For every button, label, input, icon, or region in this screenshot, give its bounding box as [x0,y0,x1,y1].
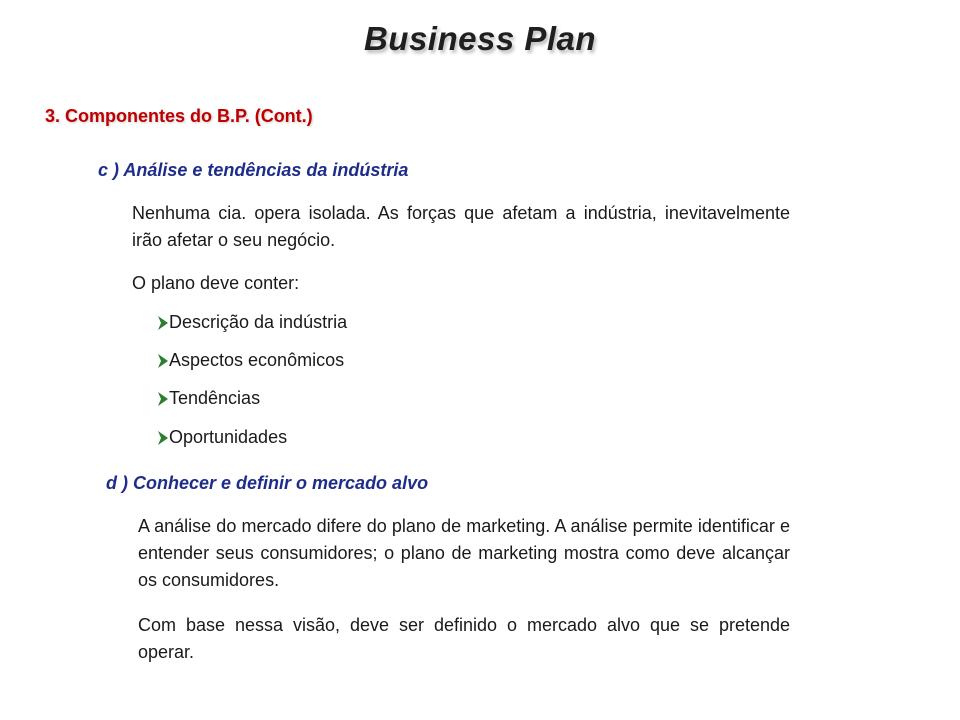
arrow-bullet-icon [158,392,168,406]
subsection-c-heading: c ) Análise e tendências da indústria [98,160,409,180]
bullet-label: Tendências [169,388,261,408]
bullet-item [158,427,287,448]
bullet-label: Descrição da indústria [169,312,348,332]
subsection-c-paragraph-2: O plano deve conter: [132,273,300,293]
arrow-bullet-icon [158,316,168,330]
arrow-bullet-icon [158,431,168,445]
bullet-label: Aspectos econômicos [169,350,345,370]
slide-title: Business Plan [363,20,597,57]
bullet-item [158,350,344,371]
section-heading: 3. Componentes do B.P. (Cont.) [45,106,313,126]
subsection-d-paragraph-1: A análise do mercado difere do plano de marketing. A análise permite identificar e entender seus consumidores; o plano de marketing mostra como deve alcançar os consumidores. [138,516,790,590]
subsection-c-paragraph-1: Nenhuma cia. opera isolada. As forças que afetam a indústria, inevitavelmente irão afetar o seu negócio. [132,203,790,250]
bullet-label: Oportunidades [169,427,288,447]
subsection-d-heading: d ) Conhecer e definir o mercado alvo [106,473,429,493]
arrow-bullet-icon [158,354,168,368]
bullet-item [158,388,260,409]
bullet-item [158,312,347,333]
subsection-d-paragraph-2: Com base nessa visão, deve ser definido o mercado alvo que se pretende operar. [138,615,790,662]
